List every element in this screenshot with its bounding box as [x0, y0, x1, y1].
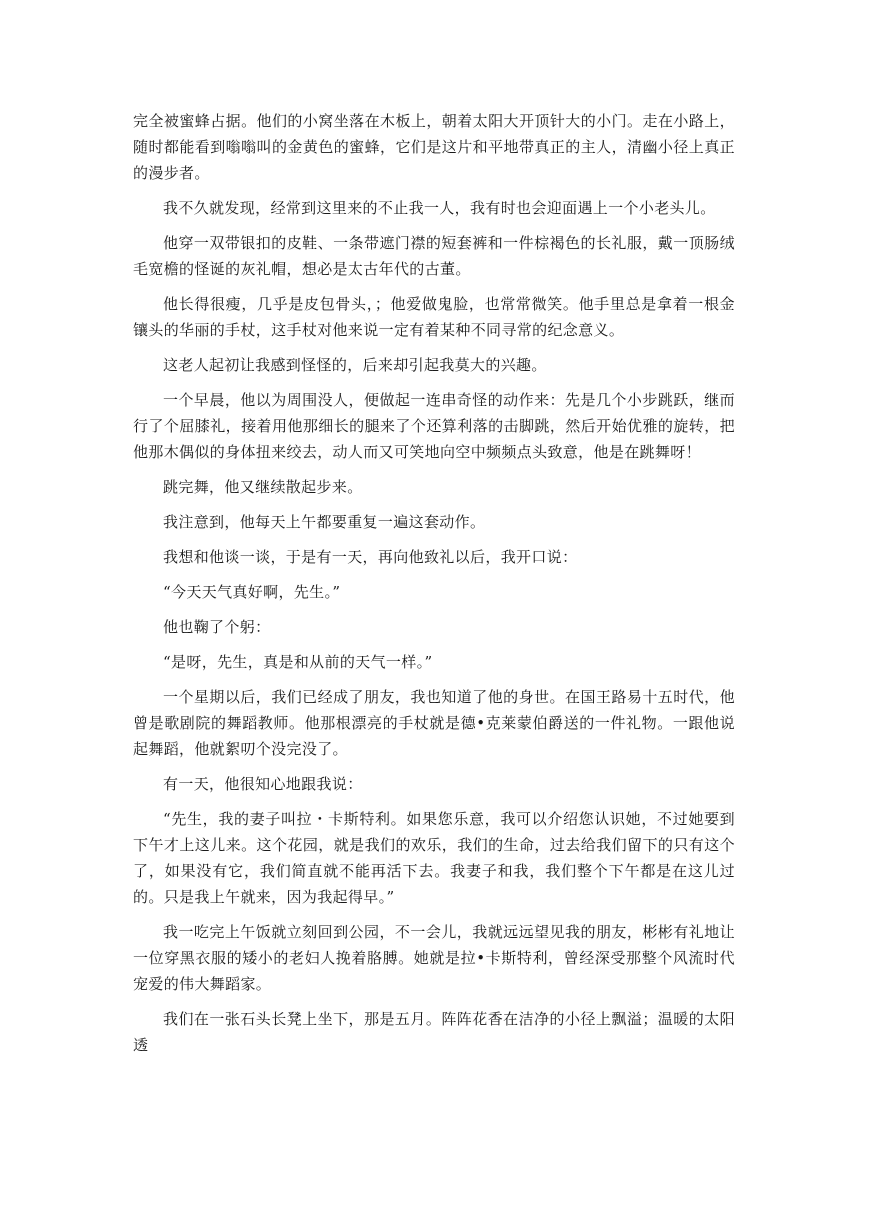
- paragraph-continued: 完全被蜜蜂占据。他们的小窝坐落在木板上，朝着太阳大开顶针大的小门。走在小路上，随时都能看到嗡嗡叫的金黄色的蜜蜂，它们是这片和平地带真正的主人，清幽小径上真正的漫步者。: [133, 112, 735, 182]
- paragraph: 这老人起初让我感到怪怪的，后来却引起我莫大的兴趣。: [163, 356, 547, 374]
- paragraph: 我注意到，他每天上午都要重复一遍这套动作。: [163, 513, 486, 531]
- paragraph: 他也鞠了个躬：: [163, 618, 271, 636]
- paragraph-truncated: 我们在一张石头长凳上坐下，那是五月。阵阵花香在洁净的小径上飘溢；温暖的太阳透: [133, 1010, 735, 1054]
- dialogue-line: “是呀，先生，真是和从前的天气一样。”: [163, 653, 433, 671]
- paragraph: 我不久就发现，经常到这里来的不止我一人，我有时也会迎面遇上一个小老头儿。: [163, 199, 716, 217]
- paragraph: 跳完舞，他又继续散起步来。: [163, 478, 363, 496]
- paragraph: 我一吃完上午饭就立刻回到公园，不一会儿，我就远远望见我的朋友，彬彬有礼地让一位穿黑衣服的矮小的老妇人挽着胳膊。她就是拉•卡斯特利，曾经深受那整个风流时代宠爱的伟大舞蹈家。: [133, 923, 735, 993]
- paragraph: 有一天，他很知心地跟我说：: [163, 775, 363, 793]
- story-text: [133, 108, 735, 1067]
- paragraph: 一个星期以后，我们已经成了朋友，我也知道了他的身世。在国王路易十五时代，他曾是歌剧院的舞蹈教师。他那根漂亮的手杖就是德•克莱蒙伯爵送的一件礼物。一跟他说起舞蹈，他就絮叨个没完没了。: [133, 688, 735, 758]
- dialogue-line: “先生，我的妻子叫拉・卡斯特利。如果您乐意，我可以介绍您认识她，不过她要到下午才上这儿来。这个花园，就是我们的欢乐，我们的生命，过去给我们留下的只有这个了，如果没有它，我们简直就不能再活下去。我妻子和我，我们整个下午都是在这儿过的。只是我上午就来，因为我起得早。”: [133, 810, 735, 906]
- paragraph: 一个早晨，他以为周围没人，便做起一连串奇怪的动作来：先是几个小步跳跃，继而行了个屈膝礼，接着用他那细长的腿来了个还算利落的击脚跳，然后开始优雅的旋转，把他那木偶似的身体扭来绞去，动人而又可笑地向空中频频点头致意，他是在跳舞呀！: [133, 391, 735, 461]
- paragraph: 他长得很瘦，几乎是皮包骨头，；他爱做鬼脸，也常常微笑。他手里总是拿着一根金镶头的华丽的手杖，这手杖对他来说一定有着某种不同寻常的纪念意义。: [133, 295, 735, 339]
- paragraph: 他穿一双带银扣的皮鞋、一条带遮门襟的短套裤和一件棕褐色的长礼服，戴一顶肠绒毛宽檐的怪诞的灰礼帽，想必是太古年代的古董。: [133, 234, 735, 278]
- paragraph: 我想和他谈一谈，于是有一天，再向他致礼以后，我开口说：: [163, 548, 578, 566]
- dialogue-line: “今天天气真好啊，先生。”: [163, 583, 341, 601]
